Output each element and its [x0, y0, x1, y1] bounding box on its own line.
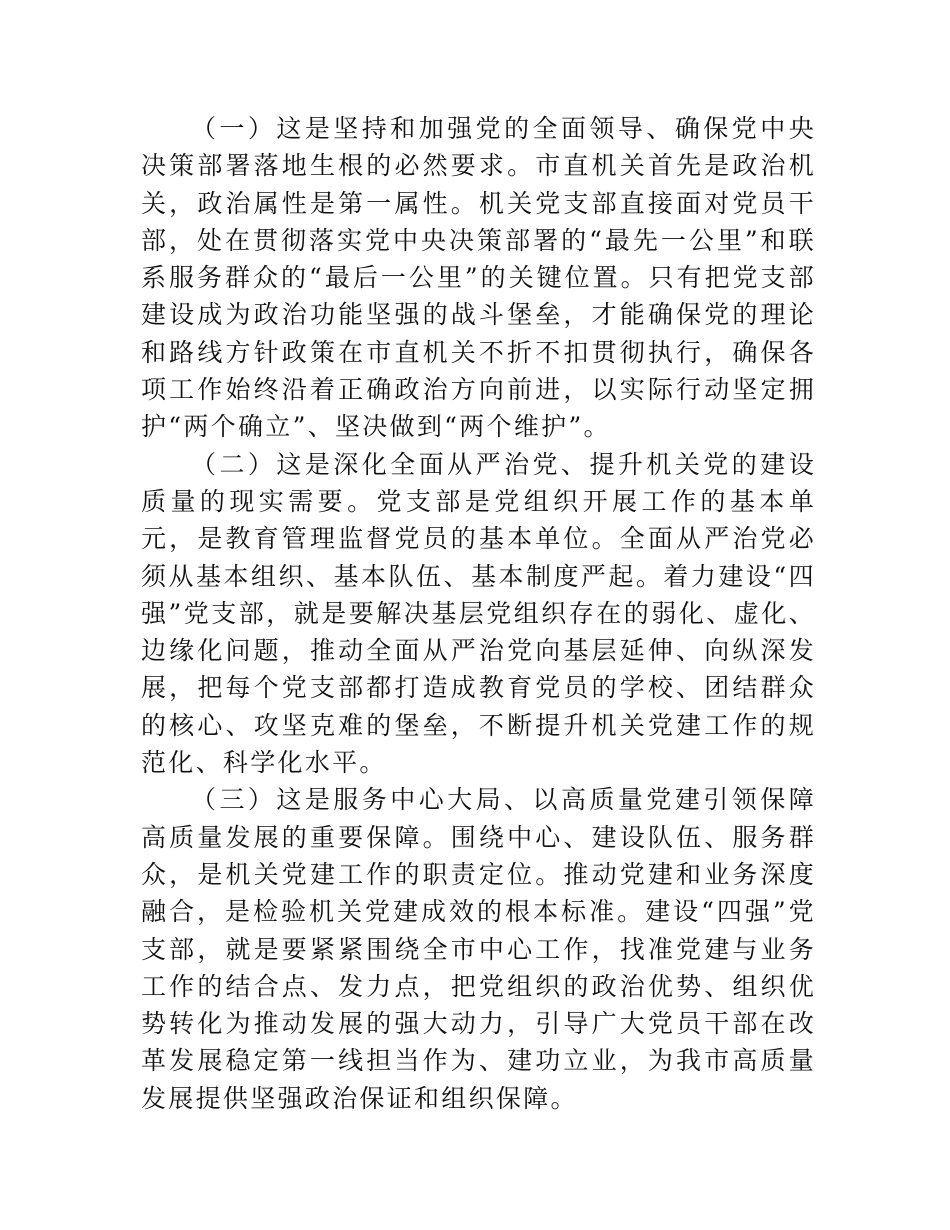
document-body — [141, 110, 816, 1117]
paragraph-2: （二）这是深化全面从严治党、提升机关党的建设质量的现实需要。党支部是党组织开展工作的基本单元，是教育管理监督党员的基本单位。全面从严治党必须从基本组织、基本队伍、基本制度严起。着力建设“四强”党支部，就是要解决基层党组织存在的弱化、虚化、边缘化问题，推动全面从严治党向基层延伸、向纵深发展，把每个党支部都打造成教育党员的学校、团结群众的核心、攻坚克难的堡垒，不断提升机关党建工作的规范化、科学化水平。 — [141, 449, 816, 778]
paragraph-3: （三）这是服务中心大局、以高质量党建引领保障高质量发展的重要保障。围绕中心、建设队伍、服务群众，是机关党建工作的职责定位。推动党建和业务深度融合，是检验机关党建成效的根本标准。建设“四强”党支部，就是要紧紧围绕全市中心工作，找准党建与业务工作的结合点、发力点，把党组织的政治优势、组织优势转化为推动发展的强大动力，引导广大党员干部在改革发展稳定第一线担当作为、建功立业，为我市高质量发展提供坚强政治保证和组织保障。 — [141, 785, 816, 1113]
paragraph-1: （一）这是坚持和加强党的全面领导、确保党中央决策部署落地生根的必然要求。市直机关首先是政治机关，政治属性是第一属性。机关党支部直接面对党员干部，处在贯彻落实党中央决策部署的“最先一公里”和联系服务群众的“最后一公里”的关键位置。只有把党支部建设成为政治功能坚强的战斗堡垒，才能确保党的理论和路线方针政策在市直机关不折不扣贯彻执行，确保各项工作始终沿着正确政治方向前进，以实际行动坚定拥护“两个确立”、坚决做到“两个维护”。 — [141, 114, 816, 442]
